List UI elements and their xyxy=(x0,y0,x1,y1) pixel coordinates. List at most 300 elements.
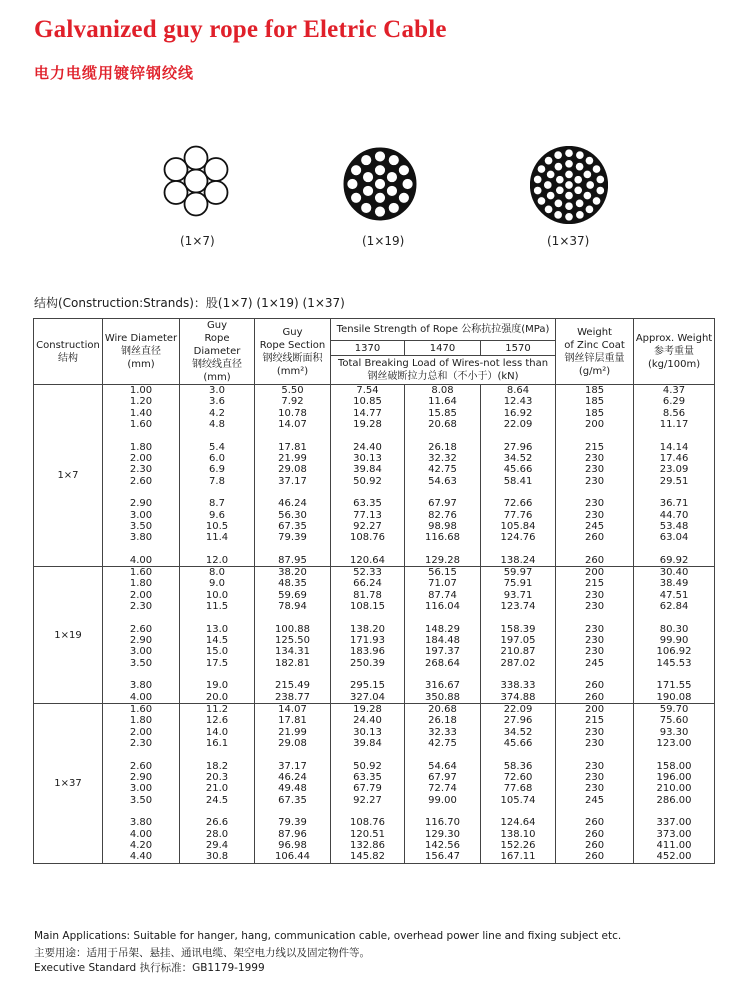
table-cell: 4.8 xyxy=(209,419,225,431)
table-cell: 108.15 xyxy=(350,601,385,613)
page-subtitle-cn: 电力电缆用镀锌钢绞线 xyxy=(34,64,195,82)
table-cell: 230 xyxy=(584,464,605,476)
table-cell: 105.84 xyxy=(500,520,536,532)
value-column xyxy=(180,703,255,863)
table-cell: 78.94 xyxy=(278,601,307,613)
table-cell: 200 xyxy=(584,567,605,579)
table-cell: 38.49 xyxy=(659,578,689,590)
table-cell: 286.00 xyxy=(656,794,692,806)
table-cell: 67.79 xyxy=(353,783,382,795)
table-cell: 245 xyxy=(584,794,605,806)
table-cell: 2.00 xyxy=(129,726,153,738)
table-cell: 7.8 xyxy=(209,475,225,487)
table-cell: 108.76 xyxy=(350,817,385,829)
table-cell: 2.90 xyxy=(129,498,153,510)
table-cell: 42.75 xyxy=(428,738,457,750)
table-cell: 5.50 xyxy=(281,385,304,396)
table-cell: 124.64 xyxy=(500,817,536,829)
table-cell: 79.39 xyxy=(278,532,307,544)
table-cell: 63.35 xyxy=(353,771,382,783)
table-cell: 260 xyxy=(584,828,605,840)
value-column xyxy=(331,385,405,567)
header-wire-diameter: Wire Diameter 钢丝直径 (mm) xyxy=(103,319,180,385)
table-cell: 30.8 xyxy=(205,851,229,863)
table-cell: 260 xyxy=(584,532,605,544)
table-cell: 48.35 xyxy=(278,578,307,590)
value-column xyxy=(405,567,481,704)
table-cell: 373.00 xyxy=(656,828,692,840)
construction-cell: 1×19 xyxy=(34,567,103,704)
table-cell: 75.60 xyxy=(659,715,689,727)
table-cell: 350.88 xyxy=(425,691,460,703)
table-cell: 79.39 xyxy=(278,817,307,829)
table-cell: 98.98 xyxy=(428,520,457,532)
table-cell: 129.30 xyxy=(425,828,460,840)
table-row xyxy=(34,385,715,567)
table-cell: 15.85 xyxy=(428,407,457,419)
page-title: Galvanized guy rope for Eletric Cable xyxy=(34,16,447,43)
table-cell: 29.4 xyxy=(205,839,229,851)
table-cell: 2.60 xyxy=(129,475,153,487)
table-cell: 13.0 xyxy=(205,623,229,635)
table-cell: 11.5 xyxy=(205,601,229,613)
table-cell: 39.84 xyxy=(353,464,382,476)
table-cell: 129.28 xyxy=(425,554,460,566)
table-cell: 210.00 xyxy=(656,783,692,795)
table-cell: 158.39 xyxy=(500,623,536,635)
table-cell: 14.07 xyxy=(278,703,307,715)
table-cell: 53.48 xyxy=(659,520,689,532)
table-cell: 56.15 xyxy=(428,567,457,579)
applications-cn: 主要用途：适用于吊架、悬挂、通讯电缆、架空电力线以及固定物件等。 xyxy=(34,947,370,959)
table-cell: 72.60 xyxy=(503,771,533,783)
table-cell: 58.41 xyxy=(503,475,533,487)
table-cell: 17.81 xyxy=(278,441,307,453)
table-cell: 72.74 xyxy=(428,783,457,795)
table-cell: 24.5 xyxy=(205,794,229,806)
table-cell: 210.87 xyxy=(500,646,536,658)
table-cell: 230 xyxy=(584,783,605,795)
table-cell: 4.40 xyxy=(129,851,153,863)
header-tensile-1370: 1370 xyxy=(331,341,405,356)
table-cell: 20.3 xyxy=(205,771,229,783)
table-cell: 230 xyxy=(584,601,605,613)
table-cell: 1.40 xyxy=(129,407,153,419)
table-cell: 44.70 xyxy=(659,509,689,521)
value-column xyxy=(556,385,634,567)
table-cell: 34.52 xyxy=(503,726,533,738)
table-cell: 260 xyxy=(584,851,605,863)
table-cell: 196.00 xyxy=(656,771,692,783)
table-cell: 230 xyxy=(584,646,605,658)
table-cell: 6.29 xyxy=(662,396,686,408)
value-column xyxy=(405,703,481,863)
table-cell: 338.33 xyxy=(500,680,536,692)
table-cell: 10.5 xyxy=(205,520,229,532)
table-row xyxy=(34,567,715,704)
value-column xyxy=(103,703,180,863)
table-cell: 67.97 xyxy=(428,498,457,510)
table-cell: 171.93 xyxy=(350,635,385,647)
value-column xyxy=(556,703,634,863)
table-cell: 71.07 xyxy=(428,578,457,590)
table-cell: 46.24 xyxy=(278,771,307,783)
table-cell: 230 xyxy=(584,589,605,601)
table-cell: 59.69 xyxy=(278,589,307,601)
table-cell: 87.95 xyxy=(278,554,307,566)
table-cell: 106.44 xyxy=(275,851,310,863)
table-cell: 6.9 xyxy=(209,464,225,476)
table-cell: 12.6 xyxy=(205,715,229,727)
table-cell: 19.0 xyxy=(205,680,229,692)
table-cell: 3.50 xyxy=(129,657,153,669)
table-cell: 12.43 xyxy=(503,396,533,408)
table-cell: 2.00 xyxy=(129,452,153,464)
header-construction: Construction 结构 xyxy=(34,319,103,385)
table-cell: 16.1 xyxy=(205,738,229,750)
table-cell: 182.81 xyxy=(275,657,310,669)
table-cell: 26.6 xyxy=(205,817,229,829)
table-cell: 260 xyxy=(584,680,605,692)
value-column xyxy=(331,567,405,704)
header-guy-diameter: Guy Rope Diameter 钢绞线直径 (mm) xyxy=(180,319,255,385)
table-cell: 4.2 xyxy=(209,407,225,419)
value-column xyxy=(634,567,715,704)
table-cell: 452.00 xyxy=(656,851,692,863)
table-cell: 145.82 xyxy=(350,851,385,863)
table-cell: 4.37 xyxy=(662,385,686,396)
table-cell: 69.92 xyxy=(659,554,689,566)
table-cell: 152.26 xyxy=(500,839,536,851)
table-cell: 3.0 xyxy=(209,385,225,396)
table-cell: 67.97 xyxy=(428,771,457,783)
table-cell: 145.53 xyxy=(656,657,692,669)
table-cell: 2.30 xyxy=(129,464,153,476)
table-cell: 4.00 xyxy=(129,554,153,566)
table-cell: 230 xyxy=(584,635,605,647)
table-cell: 56.30 xyxy=(278,509,307,521)
construction-cell: 1×37 xyxy=(34,703,103,863)
table-cell: 9.0 xyxy=(209,578,225,590)
value-column xyxy=(331,703,405,863)
table-cell: 1.00 xyxy=(129,385,153,396)
table-cell: 22.09 xyxy=(503,703,533,715)
value-column xyxy=(255,567,331,704)
table-cell: 75.91 xyxy=(503,578,533,590)
table-cell: 230 xyxy=(584,452,605,464)
table-cell: 8.7 xyxy=(209,498,225,510)
table-cell: 63.04 xyxy=(659,532,689,544)
table-cell: 32.32 xyxy=(428,452,457,464)
table-cell: 2.00 xyxy=(129,589,153,601)
table-cell: 3.6 xyxy=(209,396,225,408)
table-cell: 87.74 xyxy=(428,589,457,601)
table-cell: 1.80 xyxy=(129,578,153,590)
table-cell: 14.14 xyxy=(659,441,689,453)
header-tensile-1470: 1470 xyxy=(405,341,481,356)
table-cell: 260 xyxy=(584,554,605,566)
table-cell: 9.6 xyxy=(209,509,225,521)
table-cell: 21.99 xyxy=(278,726,307,738)
table-cell: 287.02 xyxy=(500,657,536,669)
table-cell: 124.76 xyxy=(500,532,536,544)
table-cell: 99.00 xyxy=(428,794,457,806)
table-cell: 171.55 xyxy=(656,680,692,692)
construction-cell: 1×7 xyxy=(34,385,103,567)
table-cell: 58.36 xyxy=(503,760,533,772)
table-cell: 148.29 xyxy=(425,623,460,635)
table-cell: 77.76 xyxy=(503,509,533,521)
executive-standard: Executive Standard 执行标准：GB1179-1999 xyxy=(34,962,265,974)
applications-en: Main Applications: Suitable for hanger, hang, communication cable, overhead power line and fixing subject etc. xyxy=(34,930,622,942)
table-cell: 3.50 xyxy=(129,794,153,806)
table-cell: 49.48 xyxy=(278,783,307,795)
table-cell: 77.13 xyxy=(353,509,382,521)
strand-1x7-icon xyxy=(160,145,232,217)
table-cell: 230 xyxy=(584,623,605,635)
table-cell: 123.00 xyxy=(656,738,692,750)
table-cell: 10.0 xyxy=(205,589,229,601)
table-cell: 14.5 xyxy=(205,635,229,647)
header-guy-section: Guy Rope Section 钢绞线断面积 (mm²) xyxy=(255,319,331,385)
table-cell: 116.70 xyxy=(425,817,460,829)
value-column xyxy=(405,385,481,567)
value-column xyxy=(180,567,255,704)
table-cell: 30.13 xyxy=(353,726,382,738)
table-cell: 106.92 xyxy=(656,646,692,658)
strand-1x19-icon xyxy=(343,147,417,221)
table-cell: 81.78 xyxy=(353,589,382,601)
table-cell: 183.96 xyxy=(350,646,385,658)
table-cell: 7.54 xyxy=(356,385,379,396)
specification-table xyxy=(33,318,715,864)
table-row xyxy=(34,703,715,863)
table-cell: 230 xyxy=(584,509,605,521)
table-cell: 66.24 xyxy=(353,578,382,590)
table-cell: 92.27 xyxy=(353,794,382,806)
table-cell: 125.50 xyxy=(275,635,310,647)
table-cell: 158.00 xyxy=(656,760,692,772)
table-cell: 67.35 xyxy=(278,794,307,806)
table-cell: 63.35 xyxy=(353,498,382,510)
table-cell: 190.08 xyxy=(656,691,692,703)
table-cell: 12.0 xyxy=(205,554,229,566)
table-cell: 215 xyxy=(584,715,605,727)
table-cell: 4.00 xyxy=(129,691,153,703)
strands-line: 结构(Construction:Strands)：股(1×7) (1×19) (1×37) xyxy=(34,296,345,310)
table-cell: 29.08 xyxy=(278,738,307,750)
table-cell: 8.08 xyxy=(431,385,454,396)
value-column xyxy=(255,385,331,567)
table-cell: 80.30 xyxy=(659,623,689,635)
table-cell: 2.90 xyxy=(129,635,153,647)
table-cell: 27.96 xyxy=(503,715,533,727)
table-cell: 260 xyxy=(584,817,605,829)
table-cell: 123.74 xyxy=(500,601,536,613)
table-cell: 1.60 xyxy=(129,419,153,431)
table-cell: 18.2 xyxy=(205,760,229,772)
value-column xyxy=(481,567,556,704)
table-cell: 15.0 xyxy=(205,646,229,658)
table-cell: 14.07 xyxy=(278,419,307,431)
table-cell: 11.4 xyxy=(205,532,229,544)
table-cell: 197.37 xyxy=(425,646,460,658)
table-cell: 238.77 xyxy=(275,691,310,703)
table-cell: 59.97 xyxy=(503,567,533,579)
table-cell: 108.76 xyxy=(350,532,385,544)
table-cell: 8.0 xyxy=(209,567,225,579)
table-cell: 1.20 xyxy=(129,396,153,408)
table-cell: 34.52 xyxy=(503,452,533,464)
table-cell: 1.80 xyxy=(129,715,153,727)
diagram-label-1x19: (1×19) xyxy=(362,234,405,248)
table-cell: 327.04 xyxy=(350,691,385,703)
table-cell: 11.2 xyxy=(205,703,229,715)
table-cell: 22.09 xyxy=(503,419,533,431)
value-column xyxy=(634,703,715,863)
table-cell: 105.74 xyxy=(500,794,536,806)
table-cell: 138.10 xyxy=(500,828,536,840)
table-cell: 24.40 xyxy=(353,441,382,453)
table-cell: 11.17 xyxy=(659,419,689,431)
table-cell: 29.51 xyxy=(659,475,689,487)
table-cell: 23.09 xyxy=(659,464,689,476)
table-cell: 87.96 xyxy=(278,828,307,840)
table-cell: 27.96 xyxy=(503,441,533,453)
table-cell: 17.81 xyxy=(278,715,307,727)
table-cell: 17.46 xyxy=(659,452,689,464)
table-cell: 39.84 xyxy=(353,738,382,750)
table-cell: 50.92 xyxy=(353,475,382,487)
table-cell: 185 xyxy=(584,385,605,396)
table-cell: 36.71 xyxy=(659,498,689,510)
table-cell: 138.20 xyxy=(350,623,385,635)
table-cell: 17.5 xyxy=(205,657,229,669)
value-column xyxy=(103,385,180,567)
table-cell: 77.68 xyxy=(503,783,533,795)
table-cell: 1.60 xyxy=(129,567,153,579)
table-cell: 245 xyxy=(584,520,605,532)
value-column xyxy=(103,567,180,704)
table-cell: 10.78 xyxy=(278,407,307,419)
table-cell: 59.70 xyxy=(659,703,689,715)
table-cell: 4.20 xyxy=(129,839,153,851)
header-approx-weight: Approx. Weight 参考重量 (kg/100m) xyxy=(634,319,715,385)
table-cell: 42.75 xyxy=(428,464,457,476)
table-cell: 268.64 xyxy=(425,657,460,669)
table-cell: 116.68 xyxy=(425,532,460,544)
table-cell: 2.90 xyxy=(129,771,153,783)
table-cell: 138.24 xyxy=(500,554,536,566)
table-cell: 2.60 xyxy=(129,760,153,772)
table-cell: 20.0 xyxy=(205,691,229,703)
table-cell: 47.51 xyxy=(659,589,689,601)
value-column xyxy=(180,385,255,567)
table-cell: 20.68 xyxy=(428,703,457,715)
table-cell: 134.31 xyxy=(275,646,310,658)
table-cell: 100.88 xyxy=(275,623,310,635)
table-cell: 116.04 xyxy=(425,601,460,613)
table-cell: 16.92 xyxy=(503,407,533,419)
table-cell: 37.17 xyxy=(278,760,307,772)
table-cell: 26.18 xyxy=(428,715,457,727)
table-cell: 50.92 xyxy=(353,760,382,772)
table-cell: 67.35 xyxy=(278,520,307,532)
table-cell: 1.80 xyxy=(129,441,153,453)
table-cell: 54.63 xyxy=(428,475,457,487)
value-column xyxy=(556,567,634,704)
table-cell: 156.47 xyxy=(425,851,460,863)
table-cell: 29.08 xyxy=(278,464,307,476)
table-cell: 52.33 xyxy=(353,567,382,579)
table-cell: 99.90 xyxy=(659,635,689,647)
table-cell: 230 xyxy=(584,498,605,510)
table-cell: 260 xyxy=(584,839,605,851)
table-cell: 3.00 xyxy=(129,783,153,795)
table-cell: 142.56 xyxy=(425,839,460,851)
table-cell: 5.4 xyxy=(209,441,225,453)
table-cell: 3.00 xyxy=(129,646,153,658)
value-column xyxy=(481,385,556,567)
table-cell: 72.66 xyxy=(503,498,533,510)
table-cell: 32.33 xyxy=(428,726,457,738)
table-cell: 2.30 xyxy=(129,738,153,750)
table-cell: 6.0 xyxy=(209,452,225,464)
table-cell: 120.51 xyxy=(350,828,385,840)
table-cell: 185 xyxy=(584,407,605,419)
table-cell: 215 xyxy=(584,578,605,590)
value-column xyxy=(481,703,556,863)
table-cell: 10.85 xyxy=(353,396,382,408)
table-cell: 184.48 xyxy=(425,635,460,647)
table-cell: 82.76 xyxy=(428,509,457,521)
table-cell: 4.00 xyxy=(129,828,153,840)
table-cell: 215 xyxy=(584,441,605,453)
table-cell: 45.66 xyxy=(503,738,533,750)
table-cell: 3.80 xyxy=(129,532,153,544)
table-cell: 230 xyxy=(584,726,605,738)
table-cell: 30.13 xyxy=(353,452,382,464)
table-cell: 38.20 xyxy=(278,567,307,579)
table-cell: 1.60 xyxy=(129,703,153,715)
table-cell: 120.64 xyxy=(350,554,385,566)
table-cell: 30.40 xyxy=(659,567,689,579)
table-cell: 215.49 xyxy=(275,680,310,692)
table-cell: 19.28 xyxy=(353,703,382,715)
table-cell: 14.77 xyxy=(353,407,382,419)
table-cell: 185 xyxy=(584,396,605,408)
header-tensile-1570: 1570 xyxy=(481,341,556,356)
header-breaking-load: Total Breaking Load of Wires-not less than 钢丝破断拉力总和（不小于）(kN) xyxy=(331,356,556,385)
table-cell: 93.71 xyxy=(503,589,533,601)
table-cell: 21.99 xyxy=(278,452,307,464)
header-zinc-coat: Weight of Zinc Coat 钢丝锌层重量 (g/m²) xyxy=(556,319,634,385)
value-column xyxy=(634,385,715,567)
table-cell: 54.64 xyxy=(428,760,457,772)
table-cell: 21.0 xyxy=(205,783,229,795)
value-column xyxy=(255,703,331,863)
table-cell: 197.05 xyxy=(500,635,536,647)
table-cell: 230 xyxy=(584,738,605,750)
table-cell: 132.86 xyxy=(350,839,385,851)
table-cell: 92.27 xyxy=(353,520,382,532)
table-cell: 230 xyxy=(584,475,605,487)
diagram-label-1x37: (1×37) xyxy=(547,234,590,248)
strand-1x37-icon xyxy=(530,146,608,224)
table-cell: 19.28 xyxy=(353,419,382,431)
table-cell: 2.30 xyxy=(129,601,153,613)
table-cell: 37.17 xyxy=(278,475,307,487)
